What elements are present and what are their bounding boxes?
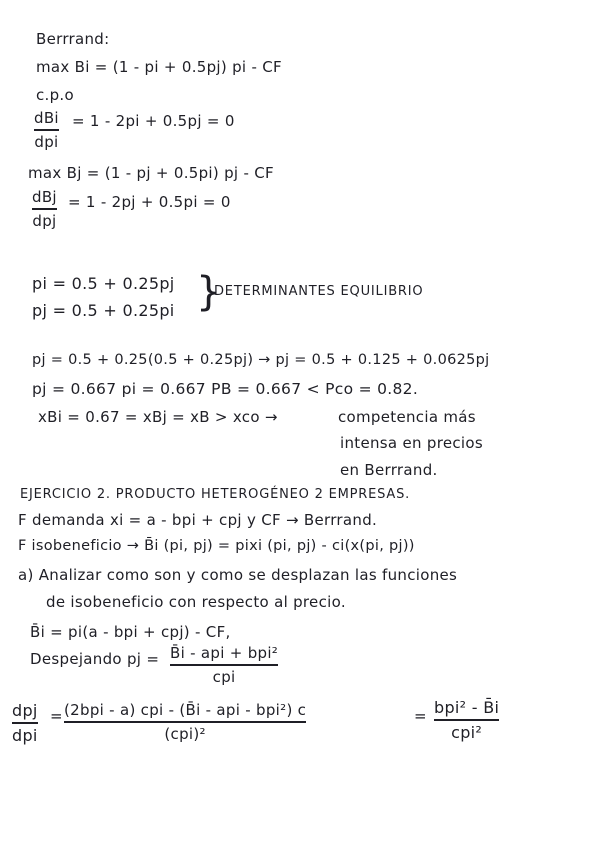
fraction-bar (434, 719, 499, 721)
demand-function: F demanda xi = a - bpi + cpj y CF → Berrrand. (18, 511, 378, 529)
fraction-bar (32, 208, 57, 210)
fraction-numerator: dBi (34, 109, 59, 127)
objective-bi: max Bi = (1 - pi + 0.5pj) pi - CF (36, 58, 282, 76)
fraction-numerator: B̄i - api + bpi² (170, 644, 279, 662)
substitution-line: pj = 0.5 + 0.25(0.5 + 0.25pj) → pj = 0.5 + 0.125 + 0.0625pj (32, 352, 490, 368)
fraction-numerator: dpj (12, 701, 38, 720)
fraction-denominator: cpi (212, 667, 236, 686)
fraction-numerator: dBj (32, 188, 57, 206)
fraction-bar (12, 722, 38, 724)
derivative-bj-pj (32, 188, 57, 230)
question-a-line-1: a) Analizar como son y como se desplazan las funciones (18, 566, 458, 584)
fraction-bar (34, 129, 59, 131)
isoprofit-expression: B̄i = pi(a - bpi + cpj) - CF, (30, 623, 231, 641)
question-a-line-2: de isobeneficio con respecto al precio. (46, 593, 346, 611)
quotient-rule-fraction (64, 701, 306, 743)
cpo-label: c.p.o (36, 86, 74, 104)
right-brace-icon: } (196, 269, 222, 315)
solving-for-pj: Despejando pj = (30, 650, 160, 668)
result-fraction (434, 698, 499, 742)
fraction-numerator: (2bpi - a) cpi - (B̄i - api - bpi²) c (64, 701, 307, 719)
isoprofit-function: F isobeneficio → B̄i (pi, pj) = pixi (pi, pj) - ci(x(pi, pj)) (18, 538, 415, 554)
derivative-dpj-dpi (12, 701, 38, 745)
conclusion-line-1: competencia más (338, 408, 476, 426)
equals-sign: = (50, 707, 63, 725)
derivative-bi-pi (34, 109, 59, 151)
reaction-function-j: pj = 0.5 + 0.25pi (32, 301, 175, 320)
fraction-denominator: cpi² (451, 722, 483, 742)
conclusion-line-3: en Berrrand. (340, 461, 438, 479)
pj-fraction (170, 644, 278, 686)
heading-bertrand: Berrrand: (36, 30, 110, 48)
fraction-bar (64, 721, 306, 723)
equilibrium-label: DETERMINANTES EQUILIBRIO (214, 284, 424, 299)
objective-bj: max Bj = (1 - pj + 0.5pi) pj - CF (28, 164, 274, 182)
foc-bj-equation: = 1 - 2pj + 0.5pi = 0 (68, 193, 231, 211)
fraction-denominator: dpi (12, 725, 38, 745)
equilibrium-prices: pj = 0.667 pi = 0.667 PB = 0.667 < Pco = 0.82. (32, 380, 419, 398)
conclusion-line-2: intensa en precios (340, 434, 483, 452)
fraction-denominator: dpj (32, 211, 57, 230)
fraction-denominator: (cpi)² (164, 724, 206, 743)
foc-bi-equation: = 1 - 2pi + 0.5pj = 0 (72, 112, 235, 130)
fraction-numerator: bpi² - B̄i (434, 698, 500, 717)
quantities-comparison: xBi = 0.67 = xBj = xB > xco → (38, 408, 278, 426)
fraction-bar (170, 664, 278, 666)
exercise-2-heading: EJERCICIO 2. PRODUCTO HETEROGÉNEO 2 EMPRESAS. (20, 487, 411, 502)
reaction-function-i: pi = 0.5 + 0.25pj (32, 274, 175, 293)
equals-sign: = (414, 707, 427, 725)
fraction-denominator: dpi (34, 132, 59, 151)
